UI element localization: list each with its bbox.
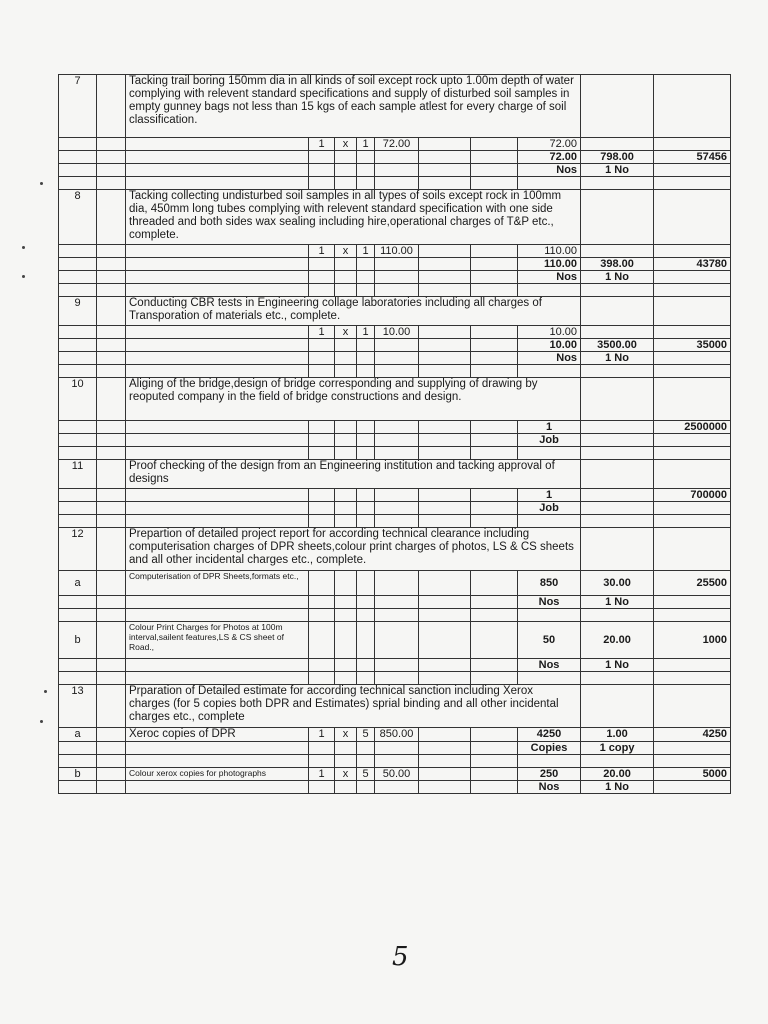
amount: 700000 bbox=[654, 489, 731, 502]
scan-speck bbox=[44, 690, 47, 693]
item-7-measure-row: 1 x 1 72.00 72.00 bbox=[59, 138, 731, 151]
item-description: Prepartion of detailed project report for according technical clearance including computerisation charges of DPR sheets,colour print charges of photos, LS & CS sheets and all other incidental charges etc., complete. bbox=[126, 528, 581, 571]
item-number: 7 bbox=[59, 75, 97, 138]
item-11-desc-row bbox=[59, 460, 731, 489]
rate: 3500.00 bbox=[581, 339, 654, 352]
amount: 43780 bbox=[654, 258, 731, 271]
per-unit: 1 No bbox=[581, 781, 654, 794]
sub-item-description: Colour Print Charges for Photos at 100m interval,sailent features,LS & CS sheet of Road., bbox=[126, 622, 309, 659]
unit: Nos bbox=[518, 596, 581, 609]
scan-speck bbox=[40, 182, 43, 185]
unit: Nos bbox=[518, 271, 581, 284]
item-12-desc-row bbox=[59, 528, 731, 571]
amount: 35000 bbox=[654, 339, 731, 352]
sub-item-letter: b bbox=[59, 768, 97, 781]
item-description: Aliging of the bridge,design of bridge corresponding and supplying of drawing by reoputed company in the field of bridge constructions and design. bbox=[126, 378, 581, 421]
sub-item-description: Computerisation of DPR Sheets,formats etc., bbox=[126, 571, 309, 596]
unit: Job bbox=[518, 502, 581, 515]
item-8-desc-row bbox=[59, 190, 731, 245]
unit: Job bbox=[518, 434, 581, 447]
quantity: 72.00 bbox=[518, 138, 581, 151]
scan-speck bbox=[22, 275, 25, 278]
item-7-desc-row bbox=[59, 75, 731, 138]
item-11-total-row bbox=[59, 489, 731, 502]
item-13b-row: b Colour xerox copies for photographs 1 x 5 50.00 250 20.00 5000 bbox=[59, 768, 731, 781]
amount: 2500000 bbox=[654, 421, 731, 434]
item-9-measure-row: 1 x 1 10.00 10.00 bbox=[59, 326, 731, 339]
amount: 25500 bbox=[654, 571, 731, 596]
sub-item-description: Colour xerox copies for photographs bbox=[126, 768, 309, 781]
quantity-total: 1 bbox=[518, 489, 581, 502]
unit: Nos bbox=[518, 164, 581, 177]
rate: 20.00 bbox=[581, 622, 654, 659]
quantity-total: 110.00 bbox=[518, 258, 581, 271]
item-number: 10 bbox=[59, 378, 97, 421]
quantity-total: 1 bbox=[518, 421, 581, 434]
item-13-desc-row bbox=[59, 685, 731, 728]
item-13a-row: a Xeroc copies of DPR 1 x 5 850.00 4250 1.00 4250 bbox=[59, 728, 731, 742]
item-9-desc-row bbox=[59, 297, 731, 326]
unit: Copies bbox=[518, 742, 581, 755]
rate: 798.00 bbox=[581, 151, 654, 164]
item-description: Prparation of Detailed estimate for according technical sanction including Xerox charges (for 5 copies both DPR and Estimates) sprial binding and all other incidental charges etc., complete bbox=[126, 685, 581, 728]
unit: Nos bbox=[518, 781, 581, 794]
item-10-total-row bbox=[59, 421, 731, 434]
quantity-total: 250 bbox=[518, 768, 581, 781]
item-number: 11 bbox=[59, 460, 97, 489]
per-unit: 1 No bbox=[581, 352, 654, 365]
per-unit: 1 No bbox=[581, 164, 654, 177]
per-unit: 1 No bbox=[581, 659, 654, 672]
item-10-desc-row bbox=[59, 378, 731, 421]
quantity-total: 4250 bbox=[518, 728, 581, 742]
quantity-total: 10.00 bbox=[518, 339, 581, 352]
per-unit: 1 No bbox=[581, 271, 654, 284]
unit: Nos bbox=[518, 659, 581, 672]
amount: 4250 bbox=[654, 728, 731, 742]
item-description: Proof checking of the design from an Engineering institution and tacking approval of designs bbox=[126, 460, 581, 489]
estimate-table bbox=[58, 74, 731, 794]
rate: 30.00 bbox=[581, 571, 654, 596]
item-description: Tacking trail boring 150mm dia in all kinds of soil except rock upto 1.00m depth of water complying with relevent standard specifications and supply of disturbed soil samples in empty gunney bags not less than 15 kgs of each sample atlest for every charge of soil classification. bbox=[126, 75, 581, 138]
rate: 398.00 bbox=[581, 258, 654, 271]
sub-item-letter: b bbox=[59, 622, 97, 659]
item-description: Conducting CBR tests in Engineering collage laboratories including all charges of Transporation of materials etc., complete. bbox=[126, 297, 581, 326]
item-number: 12 bbox=[59, 528, 97, 571]
rate: 20.00 bbox=[581, 768, 654, 781]
quantity: 10.00 bbox=[518, 326, 581, 339]
item-7-total-row bbox=[59, 151, 731, 164]
sub-item-description: Xeroc copies of DPR bbox=[126, 728, 309, 742]
item-number: 9 bbox=[59, 297, 97, 326]
item-number: 8 bbox=[59, 190, 97, 245]
quantity-total: 72.00 bbox=[518, 151, 581, 164]
scan-speck bbox=[22, 246, 25, 249]
item-number: 13 bbox=[59, 685, 97, 728]
amount: 1000 bbox=[654, 622, 731, 659]
quantity: 110.00 bbox=[518, 245, 581, 258]
item-9-total-row bbox=[59, 339, 731, 352]
amount: 5000 bbox=[654, 768, 731, 781]
per-unit: 1 copy bbox=[581, 742, 654, 755]
item-description: Tacking collecting undisturbed soil samples in all types of soils except rock in 100mm dia, 450mm long tubes complying with relevent standard specification with one side threaded and both sides wax sealing including hire,operational charges of T&P etc., complete. bbox=[126, 190, 581, 245]
rate: 1.00 bbox=[581, 728, 654, 742]
unit: Nos bbox=[518, 352, 581, 365]
item-12a-row bbox=[59, 571, 731, 596]
quantity-total: 850 bbox=[518, 571, 581, 596]
quantity-total: 50 bbox=[518, 622, 581, 659]
page-number: 5 bbox=[392, 942, 409, 972]
item-12b-row bbox=[59, 622, 731, 659]
item-8-measure-row: 1 x 1 110.00 110.00 bbox=[59, 245, 731, 258]
sub-item-letter: a bbox=[59, 571, 97, 596]
per-unit: 1 No bbox=[581, 596, 654, 609]
item-8-total-row bbox=[59, 258, 731, 271]
sub-item-letter: a bbox=[59, 728, 97, 742]
amount: 57456 bbox=[654, 151, 731, 164]
scan-speck bbox=[40, 720, 43, 723]
